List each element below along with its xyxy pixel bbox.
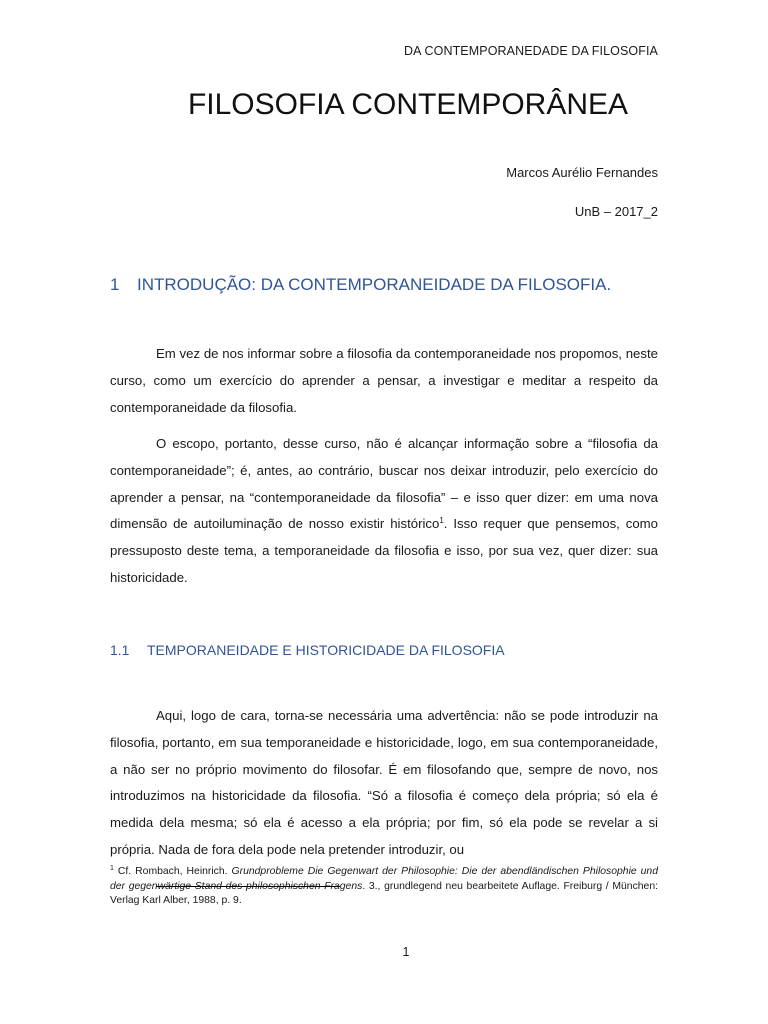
paragraph-3: Aqui, logo de cara, torna-se necessária uma advertência: não se pode introduzir na filosofia, portanto, em sua temporaneidade e historicidade, logo, em sua contemporaneidade, a não ser no próprio movimento do filosofar. É em filosofando que, sempre de novo, nos introduzimos na historicidade da filosofia. “Só a filosofia é começo dela própria; só ela é medida dela mesma; só ela é acesso a ela própria; por fim, só ela pode se revelar a si própria. Nada de fora dela pode nela pretender introduzir, ou <box>110 708 658 857</box>
paragraph-1: Em vez de nos informar sobre a filosofia da contemporaneidade nos propomos, neste curso, como um exercício do aprender a pensar, a investigar e meditar a respeito da contemporaneidade da filosofia. <box>110 346 658 415</box>
footnote-book-title: Grundprobleme Die Gegenwart der Philosophie: Die der abendländischen Philosophie und der gegenwärtige Stand des philosophischen Fragens <box>110 866 658 892</box>
footnote <box>110 865 658 909</box>
running-header: DA CONTEMPORANEDADE DA FILOSOFIA <box>404 44 658 58</box>
paragraph-2 <box>110 431 658 592</box>
footnote-mark: 1 <box>110 865 114 872</box>
section-number-1: 1 <box>110 275 120 294</box>
section-title-1: INTRODUÇÃO: DA CONTEMPORANEIDADE DA FILOSOFIA. <box>137 275 612 294</box>
footnote-reference[interactable]: 1 <box>439 516 444 526</box>
paragraph-2-text-a: O escopo, portanto, desse curso, não é alcançar informação sobre a “filosofia da contemporaneidade”; é, antes, ao contrário, buscar nos deixar introduzir, pelo exercício do aprender a pensar, na “contemporaneidade da filosofia” – e isso quer dizer: em uma nova dimensão de autoiluminação de nosso existir histórico <box>110 436 658 532</box>
affiliation: UnB – 2017_2 <box>574 204 658 219</box>
section-heading-1-1 <box>110 642 505 658</box>
page-title: FILOSOFIA CONTEMPORÂNEA <box>187 88 629 121</box>
section-heading-1 <box>110 275 611 295</box>
page-number: 1 <box>402 945 410 959</box>
footnote-prefix: Cf. Rombach, Heinrich. <box>113 866 232 877</box>
section-title-1-1: TEMPORANEIDADE E HISTORICIDADE DA FILOSOFIA <box>147 642 505 658</box>
footnote-suffix: . 3., grundlegend neu bearbeitete Auflage. Freiburg / München: Verlag Karl Alber, 1988, p. 9. <box>110 880 658 906</box>
author-name: Marcos Aurélio Fernandes <box>506 165 658 180</box>
section-number-1-1: 1.1 <box>110 642 130 658</box>
paragraph-2-text-b: . Isso requer que pensemos, como pressuposto deste tema, a temporaneidade da filosofia e isso, por sua vez, quer dizer: sua historicidade. <box>110 516 658 585</box>
